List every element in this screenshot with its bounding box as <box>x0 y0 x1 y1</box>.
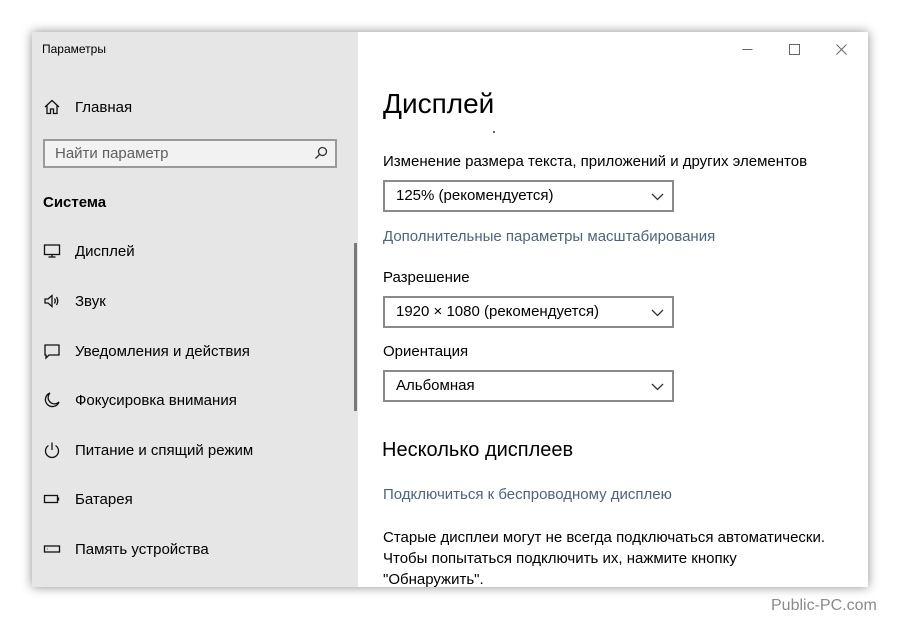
scale-label: Изменение размера текста, приложений и других элементов <box>383 153 808 170</box>
sidebar-item-sound[interactable] <box>32 281 358 321</box>
minimize-icon <box>742 44 753 55</box>
search-input[interactable] <box>45 141 315 166</box>
monitor-icon <box>42 241 62 261</box>
close-button[interactable] <box>826 40 856 58</box>
sidebar <box>32 32 358 587</box>
resolution-label: Разрешение <box>383 269 470 286</box>
resolution-value: 1920 × 1080 (рекомендуется) <box>396 303 599 320</box>
info-line: Старые дисплеи могут не всегда подключаться автоматически. <box>383 529 826 546</box>
sidebar-item-battery[interactable] <box>32 479 358 519</box>
sidebar-item-label: Дисплей <box>75 242 135 260</box>
orientation-value: Альбомная <box>396 377 475 394</box>
sidebar-item-label: Фокусировка внимания <box>75 391 237 409</box>
sidebar-item-home[interactable] <box>32 87 358 127</box>
advanced-scaling-link[interactable]: Дополнительные параметры масштабирования <box>383 228 716 245</box>
notification-icon <box>42 341 62 361</box>
sidebar-item-label: Уведомления и действия <box>75 342 250 360</box>
resolution-dropdown[interactable] <box>383 296 674 328</box>
sidebar-item-label: Звук <box>75 292 106 310</box>
divider-mark <box>493 131 495 133</box>
watermark-text: Public-PC.com <box>771 597 877 614</box>
sidebar-item-storage[interactable] <box>32 529 358 569</box>
close-icon <box>836 44 847 55</box>
sidebar-item-label: Память устройства <box>75 540 209 558</box>
sidebar-item-label: Батарея <box>75 490 133 508</box>
sidebar-item-focus-assist[interactable] <box>32 380 358 420</box>
page-title: Дисплей <box>383 88 495 119</box>
main-content <box>358 32 868 587</box>
maximize-button[interactable] <box>779 40 809 58</box>
chevron-down-icon <box>651 190 664 203</box>
search-box[interactable] <box>43 139 337 168</box>
speaker-icon <box>42 291 62 311</box>
info-line: Чтобы попытаться подключить их, нажмите кнопку <box>383 550 737 567</box>
sidebar-item-label: Главная <box>75 98 133 116</box>
sidebar-scrollbar[interactable] <box>354 243 357 411</box>
storage-icon <box>42 539 62 559</box>
power-icon <box>42 440 62 460</box>
sidebar-item-label: Питание и спящий режим <box>75 441 254 459</box>
scale-dropdown[interactable] <box>383 180 674 212</box>
sidebar-item-power-sleep[interactable] <box>32 430 358 470</box>
chevron-down-icon <box>651 306 664 319</box>
settings-window <box>32 32 868 587</box>
sidebar-item-display[interactable] <box>32 231 358 271</box>
info-line: "Обнаружить". <box>383 571 484 587</box>
sidebar-item-notifications[interactable] <box>32 331 358 371</box>
maximize-icon <box>789 44 800 55</box>
home-icon <box>42 97 62 117</box>
battery-icon <box>42 489 62 509</box>
multiple-displays-heading: Несколько дисплеев <box>382 439 574 461</box>
orientation-label: Ориентация <box>383 343 469 360</box>
app-title: Параметры <box>42 42 106 56</box>
scale-value: 125% (рекомендуется) <box>396 187 554 204</box>
search-icon[interactable] <box>314 146 328 160</box>
wireless-display-link[interactable]: Подключиться к беспроводному дисплею <box>383 486 672 503</box>
section-title: Система <box>43 194 107 211</box>
moon-icon <box>42 390 62 410</box>
info-paragraph <box>383 527 853 587</box>
minimize-button[interactable] <box>732 40 762 58</box>
orientation-dropdown[interactable] <box>383 370 674 402</box>
chevron-down-icon <box>651 380 664 393</box>
